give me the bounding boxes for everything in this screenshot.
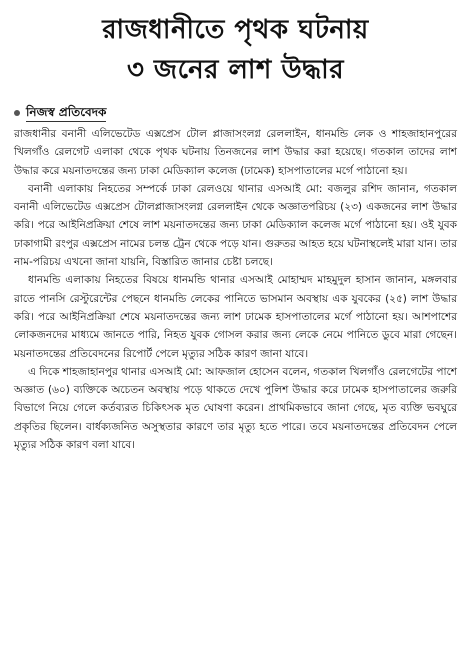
byline [14, 104, 457, 122]
article-body [14, 125, 457, 454]
paragraph-3: ধানমন্ডি এলাকায় নিহতের বিষয়ে ধানমন্ডি থানার এসআই মোহাম্মদ মাহমুদুল হাসান জানান, মঙ্গলবার রাতে পানসি রেস্টুরেন্টের পেছনে ধানমন্ডি লেকের পানিতে ভাসমান অবস্থায় এক যুবকের (২৫) লাশ উদ্ধার করি। পরে আইনিপ্রক্রিয়া শেষে ময়নাতদন্তের জন্য লাশ ঢামেক হাসপাতালের মর্গে পাঠানো হয়। আশপাশের লোকজনদের মাধ্যমে জানতে পারি, নিহত যুবক গোসল করার জন্য লেকে নেমে পানিতে ডুবে মারা গেছেন। ময়নাতদন্তের প্রতিবেদনের রিপোর্ট পেলে মৃত্যুর সঠিক কারণ জানা যাবে। [14, 274, 457, 360]
headline [14, 10, 457, 90]
paragraph-4: এ দিকে শাহজাহানপুর থানার এসআই মো: আফজাল হোসেন বলেন, গতকাল খিলগাঁও রেলগেটের পাশে অজ্ঞাত (৬০) ব্যক্তিকে অচেতন অবস্থায় পড়ে থাকতে দেখে পুলিশ উদ্ধার করে ঢামেক হাসপাতালের জরুরি বিভাগে নিয়ে গেলে কর্তব্যরত চিকিৎসক মৃত ঘোষণা করেন। প্রাথমিকভাবে জানা গেছে, মৃত ব্যক্তি ভবঘুরে প্রকৃতির ছিলেন। বার্ধক্যজনিত অসুস্থতার কারণে তার মৃত্যু হতে পারে। তবে ময়নাতদন্তের প্রতিবেদন পেলে মৃত্যুর সঠিক কারণ বলা যাবে। [14, 365, 457, 452]
headline-line-1: রাজধানীতে পৃথক ঘটনায় [102, 15, 369, 45]
paragraph-2: বনানী এলাকায় নিহতের সম্পর্কে ঢাকা রেলওয়ে থানার এসআই মো: বজলুর রশিদ জানান, গতকাল বনানী এলিভেটেড এক্সপ্রেস টোলপ্লাজাসংলগ্ন রেললাইন থেকে অজ্ঞাতপরিচয় (২৩) একজনের লাশ উদ্ধার করি। পরে আইনিপ্রক্রিয়া শেষে লাশ ময়নাতদন্তের জন্য ঢাকা মেডিক্যাল কলেজ মর্গে পাঠানো হয়। ওই যুবক ঢাকাগামী রংপুর এক্সপ্রেস নামের চলন্ত ট্রেন থেকে পড়ে যান। গুরুতর আহত হয়ে ঘটনাস্থলেই মারা যান। তার নাম-পরিচয় এখনো জানা যায়নি, বিস্তারিত জানার চেষ্টা চলছে। [14, 182, 457, 269]
bullet-icon [14, 110, 20, 116]
paragraph-1: রাজধানীর বনানী এলিভেটেড এক্সপ্রেস টোল প্লাজাসংলগ্ন রেললাইন, ধানমন্ডি লেক ও শাহজাহানপুরের খিলগাঁও রেলগেট এলাকা থেকে পৃথক ঘটনায় তিনজনের লাশ উদ্ধার করা হয়েছে। গতকাল তাদের লাশ উদ্ধার করে ময়নাতদন্তের জন্য ঢাকা মেডিক্যাল কলেজ (ঢামেক) হাসপাতালের মর্গে পাঠানো হয়। [14, 128, 457, 177]
headline-line-2: ৩ জনের লাশ উদ্ধার [126, 55, 345, 85]
news-clipping [0, 10, 469, 670]
byline-text: নিজস্ব প্রতিবেদক [26, 104, 106, 122]
